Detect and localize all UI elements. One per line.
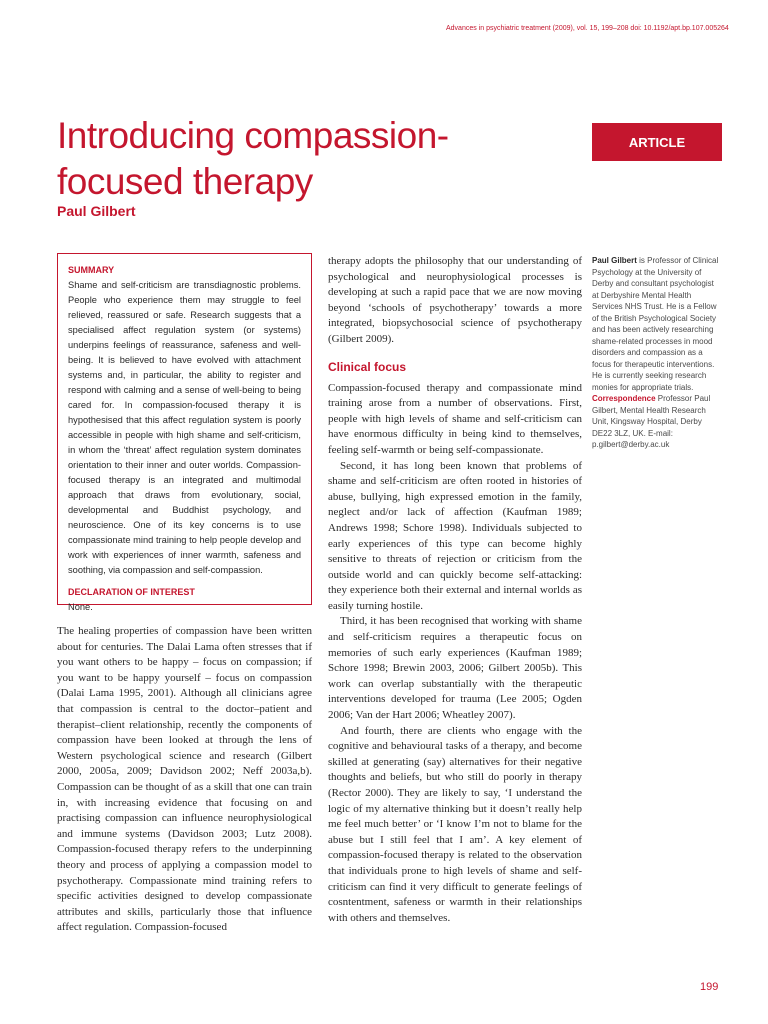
- section-heading-clinical-focus: Clinical focus: [328, 359, 407, 374]
- summary-text: Shame and self-criticism are transdiagnostic problems. People who experience them may struggle to feel relieved, reassured or safe. Research suggests that a specialised affect regulation system (or systems) underpins feelings of reassurance, safeness and well-being. It is believed to have evolved with attachment systems and, in particular, the ability to register and respond with calming and a sense of well-being to being cared for. In compassion-focused therapy it is hypothesised that this affect regulation system is poorly accessible in people with high shame and self-criticism, in whom the ‘threat’ affect regulation system dominates orientation to their inner and outer worlds. Compassion-focused therapy is an integrated and multimodal approach that draws from evolutionary, social, developmental and Buddhist psychology, and neuroscience. One of its key concerns is to use compassionate mind training to help people develop and work with experiences of inner warmth, safeness and soothing, via compassion and self-compassion.: [68, 280, 301, 575]
- sidebar-author-bio: is Professor of Clinical Psychology at the University of Derby and consultant psychologist at Derbyshire Mental Health Services NHS Trust. He is a Fellow of the British Psychological Society and has been actively researching shame-related processes in mood disorders and compassion as a focus for therapeutic interventions. He is currently seeking research monies for appropriate trials.: [592, 256, 719, 392]
- article-type-badge: ARTICLE: [592, 123, 722, 161]
- body-paragraph: therapy adopts the philosophy that our understanding of psychological and neurophysiological processes is developing at such a rapid pace that we are now moving beyond ‘schools of psychotherapy’ towards a more integrated, biopsychosocial science of psychotherapy (Gilbert 2009).: [328, 255, 582, 345]
- journal-citation: Advances in psychiatric treatment (2009), vol. 15, 199–208 doi: 10.1192/apt.bp.107.005264: [446, 25, 729, 32]
- body-paragraph: Compassion-focused therapy and compassionate mind training arose from a number of observations. First, people with high levels of shame and self-criticism can have enormous difficulty in being kind to themselves, feeling self-warmth or being self-compassionate.: [328, 381, 582, 456]
- body-column-middle: [328, 254, 582, 926]
- summary-box: [57, 253, 312, 612]
- correspondence-text: Professor Paul Gilbert, Mental Health Research Unit, Kingsway Hospital, Derby DE22 3LZ, UK. E-mail: p.gilbert@derby.ac.uk: [592, 394, 711, 449]
- declaration-heading: DECLARATION OF INTEREST: [68, 587, 195, 597]
- author-sidebar: [592, 255, 722, 451]
- body-paragraph: The healing properties of compassion have been written about for centuries. The Dalai Lama often stresses that if you want others to be happy – focus on compassion; if you want to be happy yourself – focus on compassion (Dalai Lama 1995, 2001). Although all clinicians agree that compassion is central to the doctor–patient and therapist–client relationship, recently the components of compassion have been looked at through the lens of Western psychological science and research (Gilbert 2000, 2005a, 2009; Davidson 2002; Neff 2003a,b). Compassion can be thought of as a skill that one can train in, with increasing evidence that focusing on and practising compassion can influence neurophysiological and immune systems (Davidson 2003; Lutz 2008). Compassion-focused therapy refers to the underpinning theory and process of applying a compassion model to psychotherapy. Compassionate mind training refers to specific activities designed to develop compassionate attributes and skills, particularly those that influence affect regulation. Compassion-focused: [57, 625, 312, 934]
- body-column-left: [57, 624, 312, 936]
- author-bio: [592, 255, 722, 393]
- declaration-text: None.: [68, 602, 93, 612]
- body-paragraph: Third, it has been recognised that working with shame and self-criticism requires a therapeutic focus on memories of such early experiences (Kaufman 1989; Schore 1998; Brewin 2003, 2006; Gilbert 2005b). This work can overlap substantially with the therapeutic interventions developed for trauma (Lee 2005; Ogden 2006; Van der Hart 2006; Wheatley 2007).: [328, 615, 582, 722]
- sidebar-author-name: Paul Gilbert: [592, 256, 637, 265]
- article-author: Paul Gilbert: [57, 203, 136, 219]
- correspondence-label: Correspondence: [592, 394, 656, 403]
- body-paragraph: And fourth, there are clients who engage with the cognitive and behavioural tasks of a therapy, and become skilled at generating (say) alternatives for their negative thoughts and beliefs, but who still do poorly in therapy (Rector 2000). They are likely to say, ‘I understand the logic of my alternative thinking but it doesn’t really help me feel much better’ or ‘I know I’m not to blame for the abuse but I still feel that I am’. A key element of compassion-focused therapy is related to the observation that individuals prone to high levels of shame and self-criticism can find it very difficult to generate feelings of cosntentment, safeness or warmth in their relationships with others and themselves.: [328, 724, 582, 924]
- article-title: Introducing compassion-focused therapy: [57, 115, 449, 202]
- summary-heading: SUMMARY: [68, 265, 115, 275]
- page-number: 199: [700, 981, 719, 993]
- body-paragraph: Second, it has long been known that problems of shame and self-criticism are often rooted in histories of abuse, bullying, high expressed emotion in the family, neglect and/or lack of affection (Kaufman 1989; Andrews 1998; Schore 1998). Individuals subjected to early experiences of this type can become highly sensitive to threats of rejection or criticism from the outside world and can quickly become self-attacking: they experience both their external and internal worlds as easily turning hostile.: [328, 459, 582, 612]
- correspondence: [592, 393, 722, 451]
